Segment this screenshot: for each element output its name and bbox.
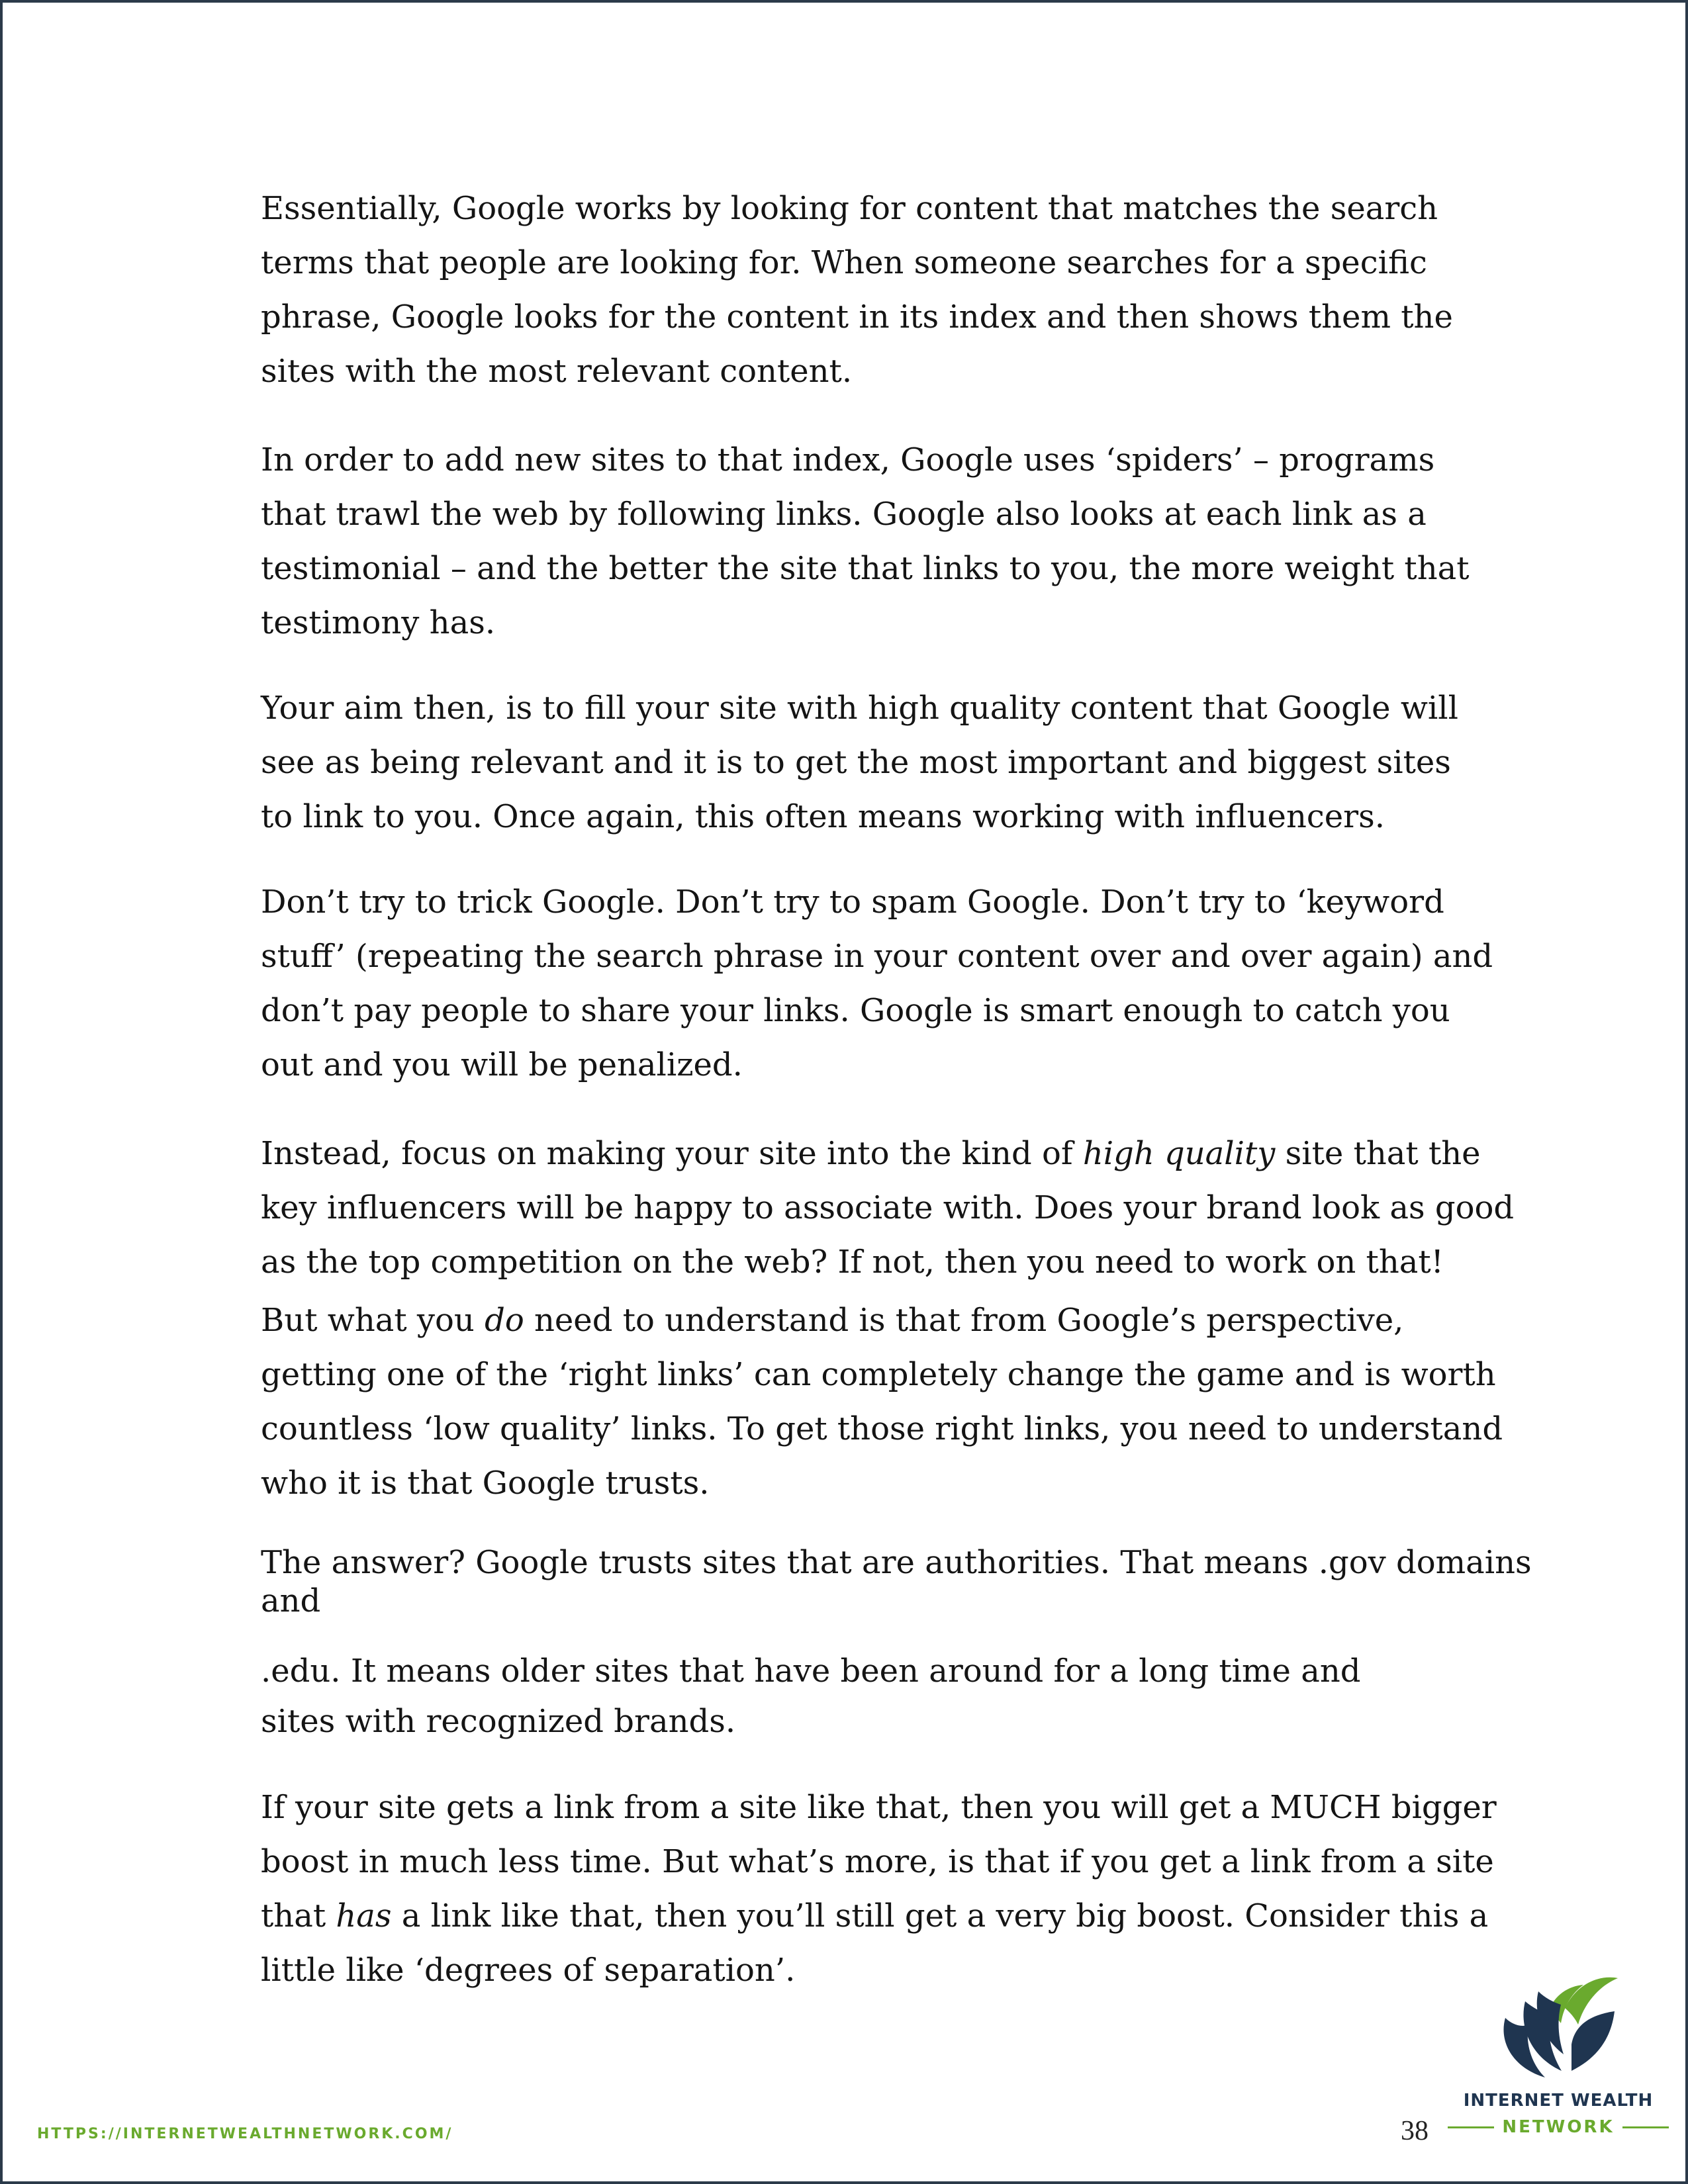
footer-url-link[interactable]: HTTPS://INTERNETWEALTHNETWORK.COM/ bbox=[37, 2126, 453, 2142]
text-line: sites with the most relevant content. bbox=[261, 353, 853, 390]
text-run: site that the bbox=[1275, 1135, 1481, 1172]
paragraph-edu bbox=[261, 1646, 1360, 1747]
text-line: The answer? Google trusts sites that are authorities. That means .gov domains bbox=[261, 1544, 1532, 1581]
emphasis-text: do bbox=[485, 1302, 524, 1339]
brand-rule-left bbox=[1448, 2126, 1494, 2128]
text-line: as the top competition on the web? If not, then you need to work on that! bbox=[261, 1244, 1444, 1281]
text-line: testimonial – and the better the site that links to you, the more weight that bbox=[261, 550, 1470, 587]
paragraph-google-perspective bbox=[261, 1293, 1503, 1510]
text-line: countless ‘low quality’ links. To get those right links, you need to understand bbox=[261, 1410, 1503, 1447]
text-line bbox=[261, 1126, 1514, 1181]
text-line: Essentially, Google works by looking for content that matches the search bbox=[261, 190, 1438, 227]
text-line: phrase, Google looks for the content in its index and then shows them the bbox=[261, 298, 1453, 336]
text-line: testimony has. bbox=[261, 604, 496, 641]
text-line: terms that people are looking for. When someone searches for a specific bbox=[261, 244, 1427, 281]
text-run: Instead, focus on making your site into the kind of bbox=[261, 1135, 1083, 1172]
text-line: stuff’ (repeating the search phrase in your content over and over again) and bbox=[261, 938, 1493, 975]
text-line: key influencers will be happy to associate with. Does your brand look as good bbox=[261, 1189, 1515, 1226]
text-line: boost in much less time. But what’s more, is that if you get a link from a site bbox=[261, 1843, 1494, 1880]
text-run: need to understand is that from Google’s perspective, bbox=[524, 1302, 1404, 1339]
text-line: getting one of the ‘right links’ can completely change the game and is worth bbox=[261, 1356, 1496, 1393]
text-line: sites with recognized brands. bbox=[261, 1703, 736, 1740]
emphasis-text: has bbox=[336, 1897, 392, 1934]
text-line bbox=[261, 1889, 1497, 1943]
text-line: In order to add new sites to that index, Google uses ‘spiders’ – programs bbox=[261, 441, 1435, 478]
text-line: Don’t try to trick Google. Don’t try to spam Google. Don’t try to ‘keyword bbox=[261, 884, 1444, 921]
brand-logo-block bbox=[1446, 1972, 1671, 2150]
paragraph-your-aim bbox=[261, 681, 1458, 844]
text-line: don’t pay people to share your links. Google is smart enough to catch you bbox=[261, 992, 1450, 1029]
text-line: .edu. It means older sites that have been around for a long time and bbox=[261, 1653, 1361, 1690]
text-line: out and you will be penalized. bbox=[261, 1046, 743, 1083]
internet-wealth-network-logo-icon bbox=[1492, 1972, 1624, 2087]
paragraph-the-answer bbox=[261, 1543, 1532, 1620]
brand-subtitle-row bbox=[1446, 2116, 1671, 2138]
paragraph-dont-trick bbox=[261, 875, 1493, 1092]
text-line: to link to you. Once again, this often means working with influencers. bbox=[261, 798, 1385, 835]
text-line: Your aim then, is to fill your site with high quality content that Google will bbox=[261, 690, 1458, 727]
text-line: If your site gets a link from a site like that, then you will get a MUCH bigger bbox=[261, 1789, 1497, 1826]
text-line: that trawl the web by following links. Google also looks at each link as a bbox=[261, 496, 1427, 533]
brand-subtitle: NETWORK bbox=[1502, 2117, 1615, 2137]
paragraph-spiders bbox=[261, 433, 1470, 650]
page-number: 38 bbox=[1401, 2116, 1429, 2146]
brand-name: INTERNET WEALTH bbox=[1463, 2091, 1654, 2111]
text-run: But what you bbox=[261, 1302, 485, 1339]
brand-rule-right bbox=[1622, 2126, 1669, 2128]
emphasis-text: high quality bbox=[1082, 1135, 1276, 1172]
paragraph-google-works bbox=[261, 181, 1453, 398]
paragraph-instead-focus bbox=[261, 1126, 1514, 1289]
text-line: and bbox=[261, 1582, 321, 1619]
text-line: little like ‘degrees of separation’. bbox=[261, 1952, 796, 1989]
text-run: that bbox=[261, 1897, 336, 1934]
paragraph-link-boost bbox=[261, 1780, 1497, 1997]
text-line: see as being relevant and it is to get the most important and biggest sites bbox=[261, 744, 1451, 781]
text-run: a link like that, then you’ll still get a very big boost. Consider this a bbox=[391, 1897, 1489, 1934]
text-line bbox=[261, 1293, 1503, 1347]
text-line: who it is that Google trusts. bbox=[261, 1465, 710, 1502]
